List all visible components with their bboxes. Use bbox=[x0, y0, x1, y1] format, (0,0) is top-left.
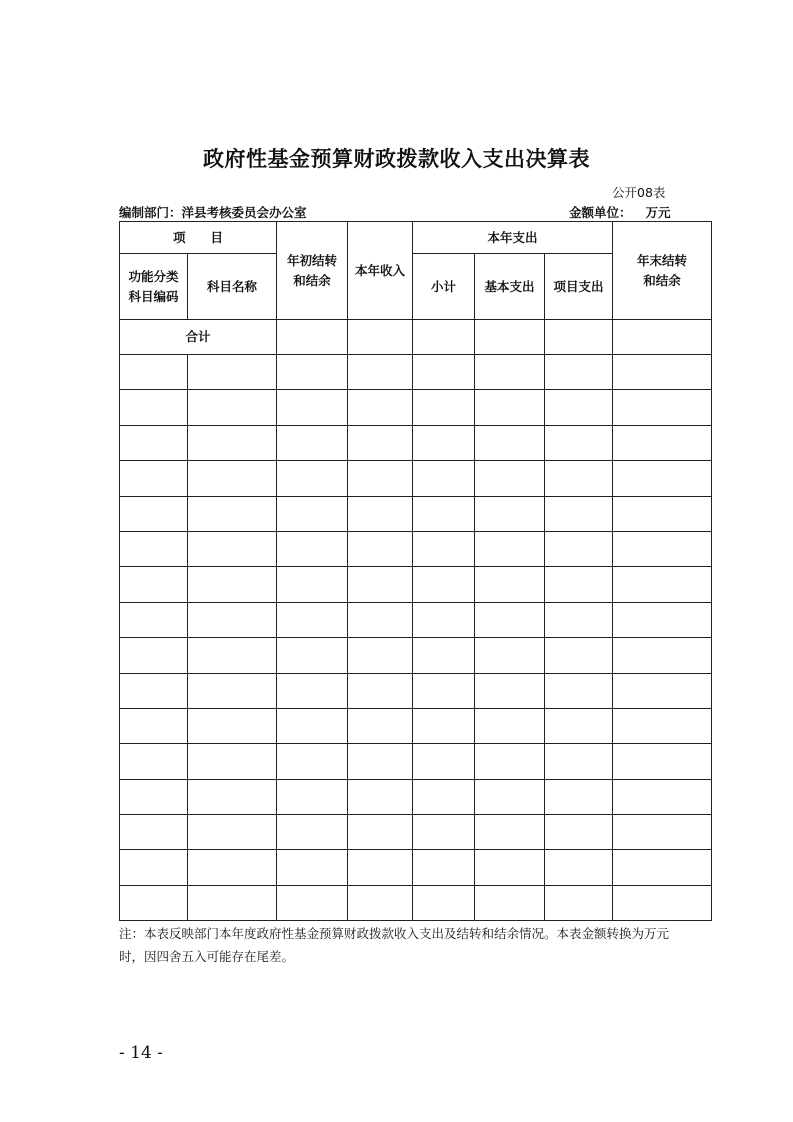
table-cell bbox=[120, 602, 188, 637]
table-cell bbox=[120, 567, 188, 602]
table-cell bbox=[277, 815, 348, 850]
table-cell bbox=[413, 638, 475, 673]
table-cell bbox=[120, 390, 188, 425]
unit-value: 万元 bbox=[645, 205, 671, 220]
table-cell bbox=[188, 531, 277, 566]
header-project: 项目支出 bbox=[545, 254, 613, 320]
org-label: 编制部门：洋县考核委员会办公室 bbox=[119, 205, 307, 220]
table-cell bbox=[475, 885, 545, 920]
table-cell bbox=[120, 673, 188, 708]
table-cell bbox=[545, 567, 613, 602]
table-cell bbox=[545, 779, 613, 814]
table-row bbox=[120, 779, 712, 814]
table-cell bbox=[188, 461, 277, 496]
table-cell bbox=[348, 638, 413, 673]
table-cell bbox=[277, 567, 348, 602]
table-cell bbox=[188, 744, 277, 779]
table-cell bbox=[413, 496, 475, 531]
table-cell bbox=[188, 708, 277, 743]
table-cell bbox=[413, 531, 475, 566]
table-cell bbox=[413, 461, 475, 496]
table-cell bbox=[545, 815, 613, 850]
table-row bbox=[120, 355, 712, 390]
table-cell bbox=[545, 355, 613, 390]
table-cell bbox=[545, 602, 613, 637]
table-cell bbox=[413, 390, 475, 425]
header-func-code: 功能分类科目编码 bbox=[120, 254, 188, 320]
table-row bbox=[120, 390, 712, 425]
table-cell bbox=[188, 390, 277, 425]
total-row bbox=[120, 320, 712, 355]
table-cell bbox=[475, 708, 545, 743]
table-cell bbox=[348, 390, 413, 425]
table-row bbox=[120, 815, 712, 850]
table-cell bbox=[348, 744, 413, 779]
table-cell bbox=[475, 390, 545, 425]
table-cell bbox=[120, 779, 188, 814]
table-cell bbox=[120, 496, 188, 531]
table-cell bbox=[348, 567, 413, 602]
table-row bbox=[120, 744, 712, 779]
table-cell bbox=[613, 461, 712, 496]
header-item: 项 目 bbox=[120, 222, 277, 254]
table-row bbox=[120, 602, 712, 637]
table-cell bbox=[277, 638, 348, 673]
table-row bbox=[120, 425, 712, 460]
table-cell bbox=[475, 531, 545, 566]
table-cell bbox=[348, 815, 413, 850]
table-cell bbox=[413, 744, 475, 779]
table-cell bbox=[120, 638, 188, 673]
table-cell bbox=[348, 320, 413, 355]
table-cell bbox=[348, 425, 413, 460]
unit-block bbox=[569, 203, 671, 221]
table-cell bbox=[120, 461, 188, 496]
header-subtotal: 小计 bbox=[413, 254, 475, 320]
table-cell bbox=[613, 885, 712, 920]
table-cell bbox=[188, 673, 277, 708]
budget-table bbox=[119, 221, 712, 921]
table-cell bbox=[188, 779, 277, 814]
table-cell bbox=[413, 602, 475, 637]
table-cell bbox=[613, 850, 712, 885]
table-row bbox=[120, 638, 712, 673]
table-cell bbox=[545, 850, 613, 885]
table-cell bbox=[188, 638, 277, 673]
table-cell bbox=[475, 496, 545, 531]
table-cell bbox=[613, 390, 712, 425]
table-cell bbox=[348, 885, 413, 920]
table-cell bbox=[545, 496, 613, 531]
table-cell bbox=[348, 850, 413, 885]
total-label: 合计 bbox=[120, 320, 277, 355]
table-cell bbox=[348, 779, 413, 814]
table-cell bbox=[277, 602, 348, 637]
table-cell bbox=[545, 673, 613, 708]
table-cell bbox=[613, 567, 712, 602]
table-cell bbox=[413, 567, 475, 602]
table-cell bbox=[613, 815, 712, 850]
table-cell bbox=[188, 885, 277, 920]
table-cell bbox=[475, 744, 545, 779]
page-title: 政府性基金预算财政拨款收入支出决算表 bbox=[203, 147, 590, 171]
header-basic: 基本支出 bbox=[475, 254, 545, 320]
table-row bbox=[120, 885, 712, 920]
footnote: 注：本表反映部门本年度政府性基金预算财政拨款收入支出及结转和结余情况。本表金额转换为万元时，因四舍五入可能存在尾差。 bbox=[119, 926, 670, 964]
table-cell bbox=[348, 602, 413, 637]
table-cell bbox=[348, 496, 413, 531]
table-cell bbox=[277, 425, 348, 460]
table-cell bbox=[120, 850, 188, 885]
table-cell bbox=[613, 779, 712, 814]
table-cell bbox=[348, 355, 413, 390]
table-cell bbox=[188, 355, 277, 390]
table-cell bbox=[277, 320, 348, 355]
table-cell bbox=[348, 531, 413, 566]
header-subject-name: 科目名称 bbox=[188, 254, 277, 320]
table-cell bbox=[613, 708, 712, 743]
table-cell bbox=[475, 779, 545, 814]
table-cell bbox=[545, 390, 613, 425]
table-cell bbox=[120, 425, 188, 460]
table-cell bbox=[613, 496, 712, 531]
table-cell bbox=[613, 673, 712, 708]
table-cell bbox=[188, 850, 277, 885]
table-row bbox=[120, 673, 712, 708]
table-cell bbox=[475, 673, 545, 708]
header-end-balance: 年末结转和结余 bbox=[613, 222, 712, 320]
table-cell bbox=[277, 744, 348, 779]
table-cell bbox=[475, 602, 545, 637]
table-cell bbox=[413, 885, 475, 920]
header-income: 本年收入 bbox=[348, 222, 413, 320]
table-cell bbox=[613, 744, 712, 779]
table-cell bbox=[413, 708, 475, 743]
table-cell bbox=[120, 815, 188, 850]
table-cell bbox=[277, 531, 348, 566]
table-cell bbox=[188, 567, 277, 602]
table-cell bbox=[277, 885, 348, 920]
table-cell bbox=[475, 567, 545, 602]
table-cell bbox=[613, 531, 712, 566]
table-cell bbox=[545, 638, 613, 673]
unit-label: 金额单位： bbox=[569, 205, 632, 220]
table-cell bbox=[348, 673, 413, 708]
table-cell bbox=[475, 815, 545, 850]
table-cell bbox=[475, 355, 545, 390]
table-cell bbox=[545, 885, 613, 920]
table-cell bbox=[188, 815, 277, 850]
table-cell bbox=[120, 744, 188, 779]
table-row bbox=[120, 531, 712, 566]
table-cell bbox=[613, 320, 712, 355]
table-cell bbox=[475, 320, 545, 355]
table-cell bbox=[120, 355, 188, 390]
table-row bbox=[120, 708, 712, 743]
table-cell bbox=[277, 390, 348, 425]
table-cell bbox=[475, 850, 545, 885]
table-cell bbox=[120, 708, 188, 743]
table-cell bbox=[413, 815, 475, 850]
table-cell bbox=[188, 496, 277, 531]
table-cell bbox=[545, 320, 613, 355]
table-cell bbox=[613, 638, 712, 673]
table-cell bbox=[120, 885, 188, 920]
table-cell bbox=[277, 673, 348, 708]
table-cell bbox=[413, 779, 475, 814]
table-cell bbox=[348, 461, 413, 496]
table-cell bbox=[545, 531, 613, 566]
header-begin-balance: 年初结转和结余 bbox=[277, 222, 348, 320]
table-row bbox=[120, 850, 712, 885]
table-cell bbox=[613, 425, 712, 460]
table-row bbox=[120, 496, 712, 531]
table-cell bbox=[413, 673, 475, 708]
table-cell bbox=[277, 779, 348, 814]
table-row bbox=[120, 461, 712, 496]
table-cell bbox=[545, 461, 613, 496]
table-cell bbox=[413, 850, 475, 885]
header-expense-group: 本年支出 bbox=[413, 222, 613, 254]
table-cell bbox=[277, 461, 348, 496]
table-cell bbox=[613, 602, 712, 637]
table-cell bbox=[413, 425, 475, 460]
table-cell bbox=[188, 425, 277, 460]
table-cell bbox=[545, 708, 613, 743]
table-cell bbox=[188, 602, 277, 637]
table-cell bbox=[277, 708, 348, 743]
table-cell bbox=[613, 355, 712, 390]
table-cell bbox=[277, 850, 348, 885]
table-cell bbox=[413, 355, 475, 390]
table-cell bbox=[413, 320, 475, 355]
table-cell bbox=[545, 425, 613, 460]
table-row bbox=[120, 567, 712, 602]
table-cell bbox=[475, 638, 545, 673]
table-cell bbox=[475, 425, 545, 460]
table-cell bbox=[277, 355, 348, 390]
table-cell bbox=[277, 496, 348, 531]
page-number: - 14 - bbox=[119, 1043, 163, 1063]
table-cell bbox=[348, 708, 413, 743]
form-number: 公开08表 bbox=[612, 185, 666, 200]
table-cell bbox=[475, 461, 545, 496]
table-cell bbox=[545, 744, 613, 779]
table-cell bbox=[120, 531, 188, 566]
